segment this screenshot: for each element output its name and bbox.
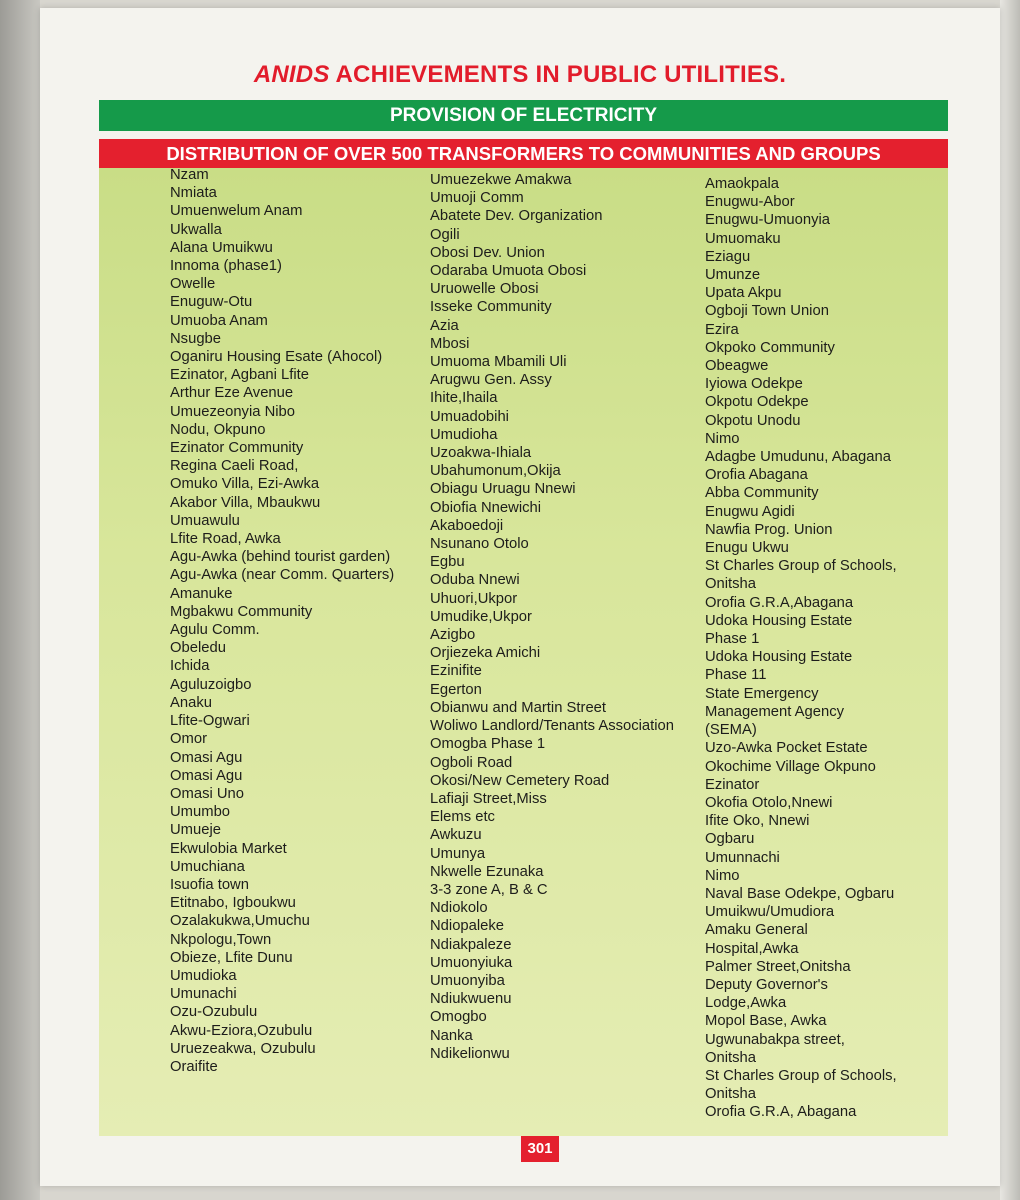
list-item: Uzo-Awka Pocket Estate <box>705 740 868 757</box>
list-item: Nimo <box>705 867 740 884</box>
list-item: Obeagwe <box>705 358 769 375</box>
list-item: State Emergency <box>705 685 819 702</box>
list-panel <box>99 168 948 1136</box>
list-item: Odaraba Umuota Obosi <box>430 263 587 280</box>
list-item: Omogba Phase 1 <box>430 736 546 753</box>
list-item: 3-3 zone A, B & C <box>430 881 548 898</box>
title-emphasis: ANIDS <box>253 61 330 88</box>
list-item: Okpoko Community <box>705 339 835 356</box>
list-item: Adagbe Umudunu, Abagana <box>705 449 891 466</box>
list-item: Onitsha <box>705 1049 756 1066</box>
list-item: Phase 11 <box>705 667 767 684</box>
list-item: (SEMA) <box>705 722 757 739</box>
list-item: Umuonyiuka <box>430 954 513 971</box>
list-item: Ugwunabakpa street, <box>705 1031 845 1048</box>
list-item: Umuonyiba <box>430 972 505 989</box>
list-item: Obeledu <box>170 640 226 657</box>
list-item: Okpotu Unodu <box>705 412 801 429</box>
list-item: Elems etc <box>430 809 495 826</box>
list-item: Lodge,Awka <box>705 995 787 1012</box>
title-rest: ACHIEVEMENTS IN PUBLIC UTILITIES. <box>329 61 787 88</box>
list-item: Enugwu Agidi <box>705 503 795 520</box>
list-item: Amaokpala <box>705 176 780 192</box>
list-item: Ozu-Ozubulu <box>170 1004 258 1021</box>
list-item: Eziagu <box>705 248 751 265</box>
list-item: Akabor Villa, Mbaukwu <box>170 494 321 511</box>
list-item: Orjiezeka Amichi <box>430 645 541 662</box>
list-item: Ezinifite <box>430 663 482 680</box>
list-item: Umuchiana <box>170 858 245 875</box>
list-item: Ichida <box>170 658 210 675</box>
list-column-1 <box>170 166 394 1076</box>
list-item: Uhuori,Ukpor <box>430 590 518 607</box>
list-item: Enugwu-Umuonyia <box>705 212 831 229</box>
list-item: Umuoji Comm <box>430 190 524 207</box>
list-item: Awkuzu <box>430 827 482 844</box>
list-item: Etitnabo, Igboukwu <box>170 895 296 912</box>
list-item: Ndiukwuenu <box>430 991 512 1008</box>
list-item: Ihite,Ihaila <box>430 390 498 407</box>
list-item: Umuoba Anam <box>170 312 268 329</box>
list-item: Obiagu Uruagu Nnewi <box>430 481 576 498</box>
list-item: Agu-Awka (behind tourist garden) <box>170 549 391 566</box>
list-item: Umunnachi <box>705 849 780 866</box>
list-item: Ekwulobia Market <box>170 840 287 857</box>
list-item: Okpotu Odekpe <box>705 394 809 411</box>
list-item: Abatete Dev. Organization <box>430 208 603 225</box>
list-item: Palmer Street,Onitsha <box>705 958 851 975</box>
document-page <box>40 8 1000 1186</box>
list-item: Hospital,Awka <box>705 940 799 957</box>
list-item: Aguluzoigbo <box>170 676 252 693</box>
list-item: Obosi Dev. Union <box>430 244 545 261</box>
list-item: Anaku <box>170 694 212 711</box>
list-item: Ogbaru <box>705 831 755 848</box>
list-item: Ezinator, Agbani Lfite <box>170 367 310 384</box>
list-item: Nimo <box>705 430 740 447</box>
list-item: Ozalakukwa,Umuchu <box>170 913 310 930</box>
list-item: Omasi Uno <box>170 785 245 802</box>
list-item: Abba Community <box>705 485 819 502</box>
list-item: Ndikelionwu <box>430 1045 510 1062</box>
list-item: Nawfia Prog. Union <box>705 521 833 538</box>
list-item: Ezira <box>705 321 739 338</box>
list-item: Obieze, Lfite Dunu <box>170 949 293 966</box>
list-item: Isuofia town <box>170 876 249 893</box>
list-item: Umuoma Mbamili Uli <box>430 354 567 371</box>
list-item: Akaboedoji <box>430 517 504 534</box>
list-item: Omor <box>170 731 207 748</box>
list-item: Ubahumonum,Okija <box>430 463 561 480</box>
list-item: Ogboli Road <box>430 754 513 771</box>
list-item: Ogboji Town Union <box>705 303 829 320</box>
list-item: Uruowelle Obosi <box>430 281 539 298</box>
book-edge <box>1000 0 1020 1200</box>
list-item: Mbosi <box>430 335 470 352</box>
page-title <box>40 61 1000 89</box>
list-item: Agulu Comm. <box>170 622 260 639</box>
list-item: Enuguw-Otu <box>170 294 253 311</box>
list-item: Ndiokolo <box>430 900 488 917</box>
book-gutter <box>0 0 40 1200</box>
list-item: Lfite-Ogwari <box>170 713 250 730</box>
list-item: Deputy Governor's <box>705 976 828 993</box>
list-item: Umueje <box>170 822 221 839</box>
section-heading: PROVISION OF ELECTRICITY <box>99 100 948 131</box>
list-item: Umuikwu/Umudiora <box>705 904 835 921</box>
list-item: Ezinator Community <box>170 440 304 457</box>
list-item: Obianwu and Martin Street <box>430 699 607 716</box>
list-item: Nmiata <box>170 185 217 202</box>
list-item: Azigbo <box>430 627 476 644</box>
list-item: Egbu <box>430 554 465 571</box>
list-item: Iyiowa Odekpe <box>705 376 803 393</box>
list-column-2 <box>430 171 674 1063</box>
list-item: Arthur Eze Avenue <box>170 385 294 402</box>
list-item: Okofia Otolo,Nnewi <box>705 794 833 811</box>
list-item: Ezinator <box>705 776 760 793</box>
list-item: Regina Caeli Road, <box>170 458 299 475</box>
page-number: 301 <box>521 1136 559 1162</box>
list-item: Orofia G.R.A, Abagana <box>705 1104 857 1121</box>
list-item: Management Agency <box>705 703 845 720</box>
list-item: Umunachi <box>170 986 237 1003</box>
list-item: Oduba Nnewi <box>430 572 520 589</box>
list-item: Nkpologu,Town <box>170 931 272 948</box>
list-item: Omasi Agu <box>170 767 243 784</box>
list-item: Umunze <box>705 267 761 284</box>
list-item: Umunya <box>430 845 486 862</box>
list-item: Okosi/New Cemetery Road <box>430 772 610 789</box>
list-item: Akwu-Eziora,Ozubulu <box>170 1022 313 1039</box>
list-item: Amaku General <box>705 922 808 939</box>
list-item: Uruezeakwa, Ozubulu <box>170 1040 316 1057</box>
list-item: Umuezekwe Amakwa <box>430 172 572 188</box>
list-item: Umudike,Ukpor <box>430 608 532 625</box>
list-item: Nsugbe <box>170 330 222 347</box>
sub-heading: DISTRIBUTION OF OVER 500 TRANSFORMERS TO COMMUNITIES AND GROUPS <box>99 139 948 168</box>
list-item: Woliwo Landlord/Tenants Association <box>430 718 675 735</box>
list-item: Umumbo <box>170 804 231 821</box>
list-item: Isseke Community <box>430 299 552 316</box>
list-item: Omasi Agu <box>170 749 243 766</box>
list-item: Enugwu-Abor <box>705 194 795 211</box>
list-item: Oraifite <box>170 1058 218 1075</box>
list-item: Ndiopaleke <box>430 918 505 935</box>
list-item: Umuenwelum Anam <box>170 203 303 220</box>
list-item: Arugwu Gen. Assy <box>430 372 552 389</box>
list-item: Okochime Village Okpuno <box>705 758 876 775</box>
list-item: Orofia Abagana <box>705 467 808 484</box>
list-item: Agu-Awka (near Comm. Quarters) <box>170 567 395 584</box>
list-item: Egerton <box>430 681 482 698</box>
list-item: Udoka Housing Estate <box>705 612 853 629</box>
list-item: Umudioha <box>430 426 498 443</box>
list-item: Oganiru Housing Esate (Ahocol) <box>170 349 383 366</box>
list-item: Lafiaji Street,Miss <box>430 790 547 807</box>
list-item: Onitsha <box>705 1086 756 1103</box>
list-item: Obiofia Nnewichi <box>430 499 542 516</box>
list-item: St Charles Group of Schools, <box>705 558 897 575</box>
list-item: Uzoakwa-Ihiala <box>430 445 532 462</box>
list-item: Onitsha <box>705 576 756 593</box>
list-item: Umuadobihi <box>430 408 509 425</box>
list-item: St Charles Group of Schools, <box>705 1067 897 1084</box>
list-item: Owelle <box>170 276 216 293</box>
list-item: Umudioka <box>170 967 237 984</box>
list-item: Nkwelle Ezunaka <box>430 863 544 880</box>
list-item: Ukwalla <box>170 221 222 238</box>
list-item: Lfite Road, Awka <box>170 531 281 548</box>
list-item: Naval Base Odekpe, Ogbaru <box>705 885 895 902</box>
list-item: Omuko Villa, Ezi-Awka <box>170 476 320 493</box>
list-item: Nanka <box>430 1027 473 1044</box>
list-item: Nsunano Otolo <box>430 536 529 553</box>
list-column-3 <box>705 175 897 1122</box>
list-item: Umuezeonyia Nibo <box>170 403 296 420</box>
list-item: Ifite Oko, Nnewi <box>705 813 810 830</box>
list-item: Innoma (phase1) <box>170 258 282 275</box>
list-item: Mopol Base, Awka <box>705 1013 827 1030</box>
list-item: Ndiakpaleze <box>430 936 512 953</box>
list-item: Azia <box>430 317 459 334</box>
list-item: Udoka Housing Estate <box>705 649 853 666</box>
list-item: Nzam <box>170 167 209 183</box>
list-item: Umuomaku <box>705 230 781 247</box>
list-item: Orofia G.R.A,Abagana <box>705 594 854 611</box>
list-item: Nodu, Okpuno <box>170 421 266 438</box>
list-item: Ogili <box>430 226 460 243</box>
list-item: Upata Akpu <box>705 285 782 302</box>
list-item: Enugu Ukwu <box>705 540 789 557</box>
list-item: Phase 1 <box>705 631 760 648</box>
list-item: Umuawulu <box>170 512 240 529</box>
list-item: Omogbo <box>430 1009 487 1026</box>
list-item: Amanuke <box>170 585 233 602</box>
list-item: Alana Umuikwu <box>170 239 273 256</box>
list-item: Mgbakwu Community <box>170 603 313 620</box>
